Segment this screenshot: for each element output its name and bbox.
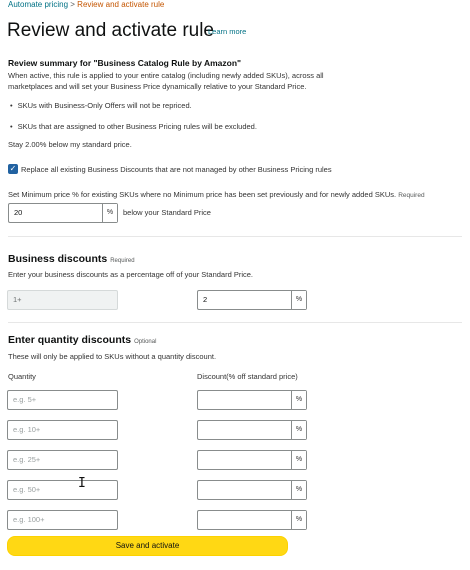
minimum-price-after-text: below your Standard Price <box>123 208 211 217</box>
business-discounts-heading <box>8 253 135 265</box>
quantity-discounts-description: These will only be applied to SKUs without a quantity discount. <box>8 352 217 361</box>
breadcrumb-separator: > <box>70 0 75 9</box>
quantity-input-3[interactable] <box>7 450 118 470</box>
business-discounts-required-tag: Required <box>110 258 135 264</box>
quantity-placeholder-5: e.g. 100+ <box>13 515 45 524</box>
business-quantity-field <box>7 290 118 310</box>
breadcrumb-current[interactable]: Review and activate rule <box>77 0 165 9</box>
minimum-price-value: 20 <box>14 208 23 217</box>
text-cursor-icon: I <box>78 476 86 491</box>
summary-line-2: marketplaces and will set your Business Price dynamically relative to your Standard Price. <box>8 82 307 91</box>
minimum-price-label <box>8 190 425 199</box>
discount-percent-suffix-3: % <box>291 451 306 469</box>
quantity-input-5[interactable] <box>7 510 118 530</box>
minimum-price-percent-suffix: % <box>102 204 117 222</box>
quantity-placeholder-4: e.g. 50+ <box>13 485 41 494</box>
quantity-input-2[interactable] <box>7 420 118 440</box>
business-discounts-title: Business discounts <box>8 253 108 265</box>
discount-percent-suffix-5: % <box>291 511 306 529</box>
review-summary-heading: Review summary for "Business Catalog Rule by Amazon" <box>8 58 242 68</box>
quantity-input-4[interactable] <box>7 480 118 500</box>
breadcrumb <box>8 0 164 9</box>
replace-discounts-checkbox[interactable] <box>8 164 18 174</box>
summary-bullet-2: • SKUs that are assigned to other Business Pricing rules will be excluded. <box>10 122 257 131</box>
section-divider <box>8 236 462 237</box>
business-discount-value: 2 <box>203 295 208 304</box>
business-discount-percent-suffix: % <box>291 291 306 309</box>
page-title: Review and activate rule <box>7 20 214 41</box>
summary-line-1: When active, this rule is applied to your entire catalog (including newly added SKUs), across all <box>8 71 324 80</box>
minimum-price-required: Required <box>398 192 425 199</box>
quantity-placeholder-3: e.g. 25+ <box>13 455 41 464</box>
discount-column-header: Discount(% off standard price) <box>197 372 298 381</box>
discount-percent-suffix-2: % <box>291 421 306 439</box>
quantity-column-header: Quantity <box>8 372 36 381</box>
learn-more-link[interactable]: Learn more <box>208 27 247 36</box>
save-and-activate-button[interactable]: Save and activate <box>7 536 288 556</box>
quantity-placeholder-2: e.g. 10+ <box>13 425 41 434</box>
quantity-discounts-title: Enter quantity discounts <box>8 334 132 346</box>
replace-discounts-label: Replace all existing Business Discounts that are not managed by other Business Pricing rules <box>21 165 332 174</box>
quantity-input-1[interactable] <box>7 390 118 410</box>
breadcrumb-link-automate-pricing[interactable]: Automate pricing <box>8 0 69 9</box>
business-discounts-description: Enter your business discounts as a percentage off of your Standard Price. <box>8 270 254 279</box>
business-quantity-value: 1+ <box>13 295 22 304</box>
stay-below-text: Stay 2.00% below my standard price. <box>8 140 132 149</box>
discount-percent-suffix-1: % <box>291 391 306 409</box>
discount-percent-suffix-4: % <box>291 481 306 499</box>
quantity-discounts-heading <box>8 334 156 346</box>
minimum-price-text: Set Minimum price % for existing SKUs where no Minimum price has been set previously and for newly added SKUs. <box>8 190 397 199</box>
section-divider <box>8 322 462 323</box>
quantity-discounts-optional-tag: Optional <box>134 339 157 345</box>
summary-bullet-1: • SKUs with Business-Only Offers will not be repriced. <box>10 101 192 110</box>
quantity-placeholder-1: e.g. 5+ <box>13 395 37 404</box>
checkmark-icon: ✓ <box>9 164 17 173</box>
